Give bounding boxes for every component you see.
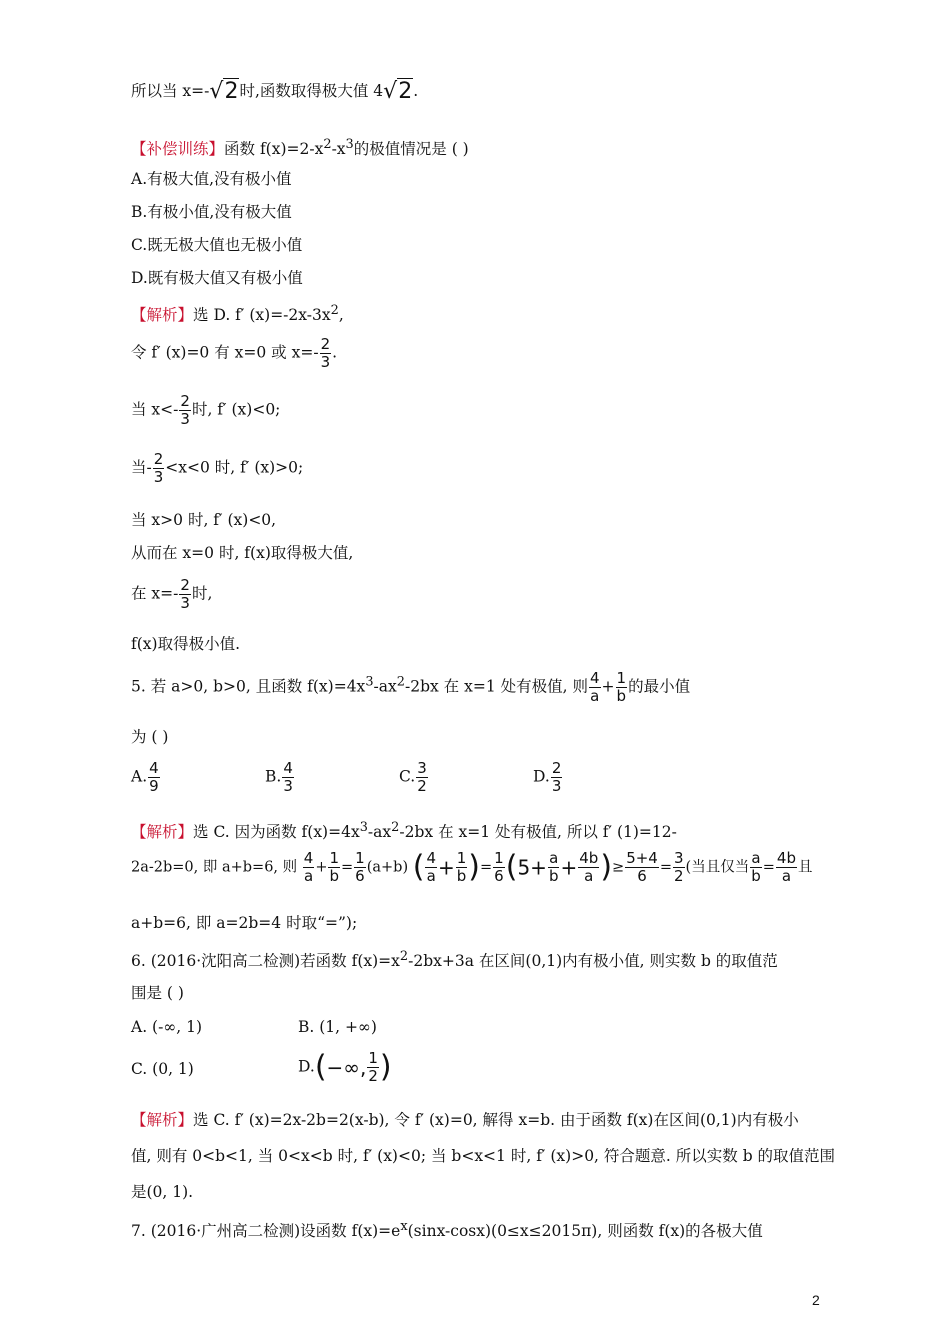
section-tag: 【解析】 <box>131 306 194 325</box>
text-line: 当- $\frac{2}{3}$ <x<0 时, f′ (x)>0; <box>131 450 304 486</box>
exercise-line: 【补偿训练】函数 $f(x)=2-x^2-x^3$的极值情况是 ( ) <box>131 137 469 159</box>
text-line: 令 f′ (x)=0 有 x=0 或 x=- $\frac{2}{3}$ . <box>131 335 338 371</box>
question-6: 6. (2016·沈阳高二检测)若函数 $f(x)=x^2-2bx+3a$ 在区间(0,1)内有极小值, 则实数 b 的取值范 <box>131 949 778 971</box>
solution-line: 【解析】选 C. f′ (x)=2x-2b=2(x-b), 令 f′ (x)=0, 解得 x=b. 由于函数 f(x)在区间(0,1)内有极小 <box>131 1111 799 1129</box>
solution-line: 【解析】选 D. f′ $(x)=-2x-3x^2$, <box>131 303 344 325</box>
text-line: a+b=6, 即 a=2b=4 时取“=”); <box>131 914 358 932</box>
option-d: D.(−∞, $\frac{1}{2}$ ) <box>298 1049 392 1085</box>
solution-line: 【解析】选 C. 因为函数 $f(x)=4x^3-ax^2-2bx$ 在 x=1 处有极值, 所以 f′ (1)=12- <box>131 820 677 842</box>
option-c: C.既无极大值也无极小值 <box>131 236 303 254</box>
option-a: A. (-∞, 1) <box>131 1018 203 1036</box>
fraction: $\frac{2}{3}$ <box>180 392 190 428</box>
q5-options <box>0 760 950 804</box>
text-line: 在 x=- $\frac{2}{3}$ 时, <box>131 576 213 612</box>
option-b: B.有极小值,没有极大值 <box>131 203 292 221</box>
question-5: 5. 若 a>0, b>0, 且函数 $f(x)=4x^3-ax^2-2bx$ 在 x=1 处有极值, 则 $\frac{4}{a}$ + $\frac{1}{b}$ 的最小值 <box>131 669 691 705</box>
solution-equation: 2a-2b=0, 即 a+b=6, 则 $\frac{4}{a}$ + $\frac{1}{b}$ = $\frac{1}{6}$ (a+b) ( $\frac{4}{a}$ + $\frac{1}{b}$ )= $\frac{1}{6}$ (5+ $\frac{a}{b}$ + $\frac{4b}{a}$ )≥ $\frac{5+4}{6}$ = $\frac{3}{2}$ (当且仅当 $\frac{a}{b}$ = $\frac{4b}{a}$ 且 <box>131 849 813 885</box>
option-d: D. $\frac{2}{3}$ <box>533 759 562 795</box>
fraction: $\frac{2}{3}$ <box>180 576 190 612</box>
option-c: C. (0, 1) <box>131 1060 194 1078</box>
question-7: 7. (2016·广州高二检测)设函数 $f(x)=e^x(\sin x-\cos x)(0\le x\le 2015\pi)$, 则函数 f(x)的各极大值 <box>131 1219 763 1241</box>
option-c: C. $\frac{3}{2}$ <box>399 759 427 795</box>
fraction: $\frac{1}{b}$ <box>616 669 627 705</box>
text-line: 围是 ( ) <box>131 984 184 1002</box>
fraction: $\frac{2}{3}$ <box>153 450 164 486</box>
text-line: 当 x>0 时, f′ (x)<0, <box>131 511 277 529</box>
text-line: 当 x<- $\frac{2}{3}$ 时, f′ (x)<0; <box>131 392 281 428</box>
text-line: f(x)取得极小值. <box>131 635 240 653</box>
option-a: A.有极大值,没有极小值 <box>131 170 292 188</box>
option-d: D.既有极大值又有极小值 <box>131 269 303 287</box>
option-b: B. $\frac{4}{3}$ <box>265 759 293 795</box>
fraction: $\frac{4}{a}$ <box>589 669 600 705</box>
text-line: 从而在 x=0 时, f(x)取得极大值, <box>131 544 354 562</box>
page-number: 2 <box>812 1292 820 1308</box>
section-tag: 【解析】 <box>131 823 194 842</box>
option-b: B. (1, +∞) <box>298 1018 377 1036</box>
section-tag: 【解析】 <box>131 1111 194 1129</box>
text-line: 所以当 x=-√2时,函数取得极大值 4√2. <box>131 79 419 104</box>
text-line: 为 ( ) <box>131 728 169 746</box>
sqrt: √2 <box>209 79 239 104</box>
text-line: 是(0, 1). <box>131 1183 194 1201</box>
text-line: 值, 则有 0<b<1, 当 0<x<b 时, f′ (x)<0; 当 b<x<1 时, f′ (x)>0, 符合题意. 所以实数 b 的取值范围 <box>131 1147 836 1165</box>
q6-options-row2 <box>0 1050 950 1094</box>
option-a: A. $\frac{4}{9}$ <box>131 759 159 795</box>
section-tag: 【补偿训练】 <box>131 140 225 159</box>
sqrt: √2 <box>383 79 413 104</box>
fraction: $\frac{2}{3}$ <box>320 335 331 371</box>
